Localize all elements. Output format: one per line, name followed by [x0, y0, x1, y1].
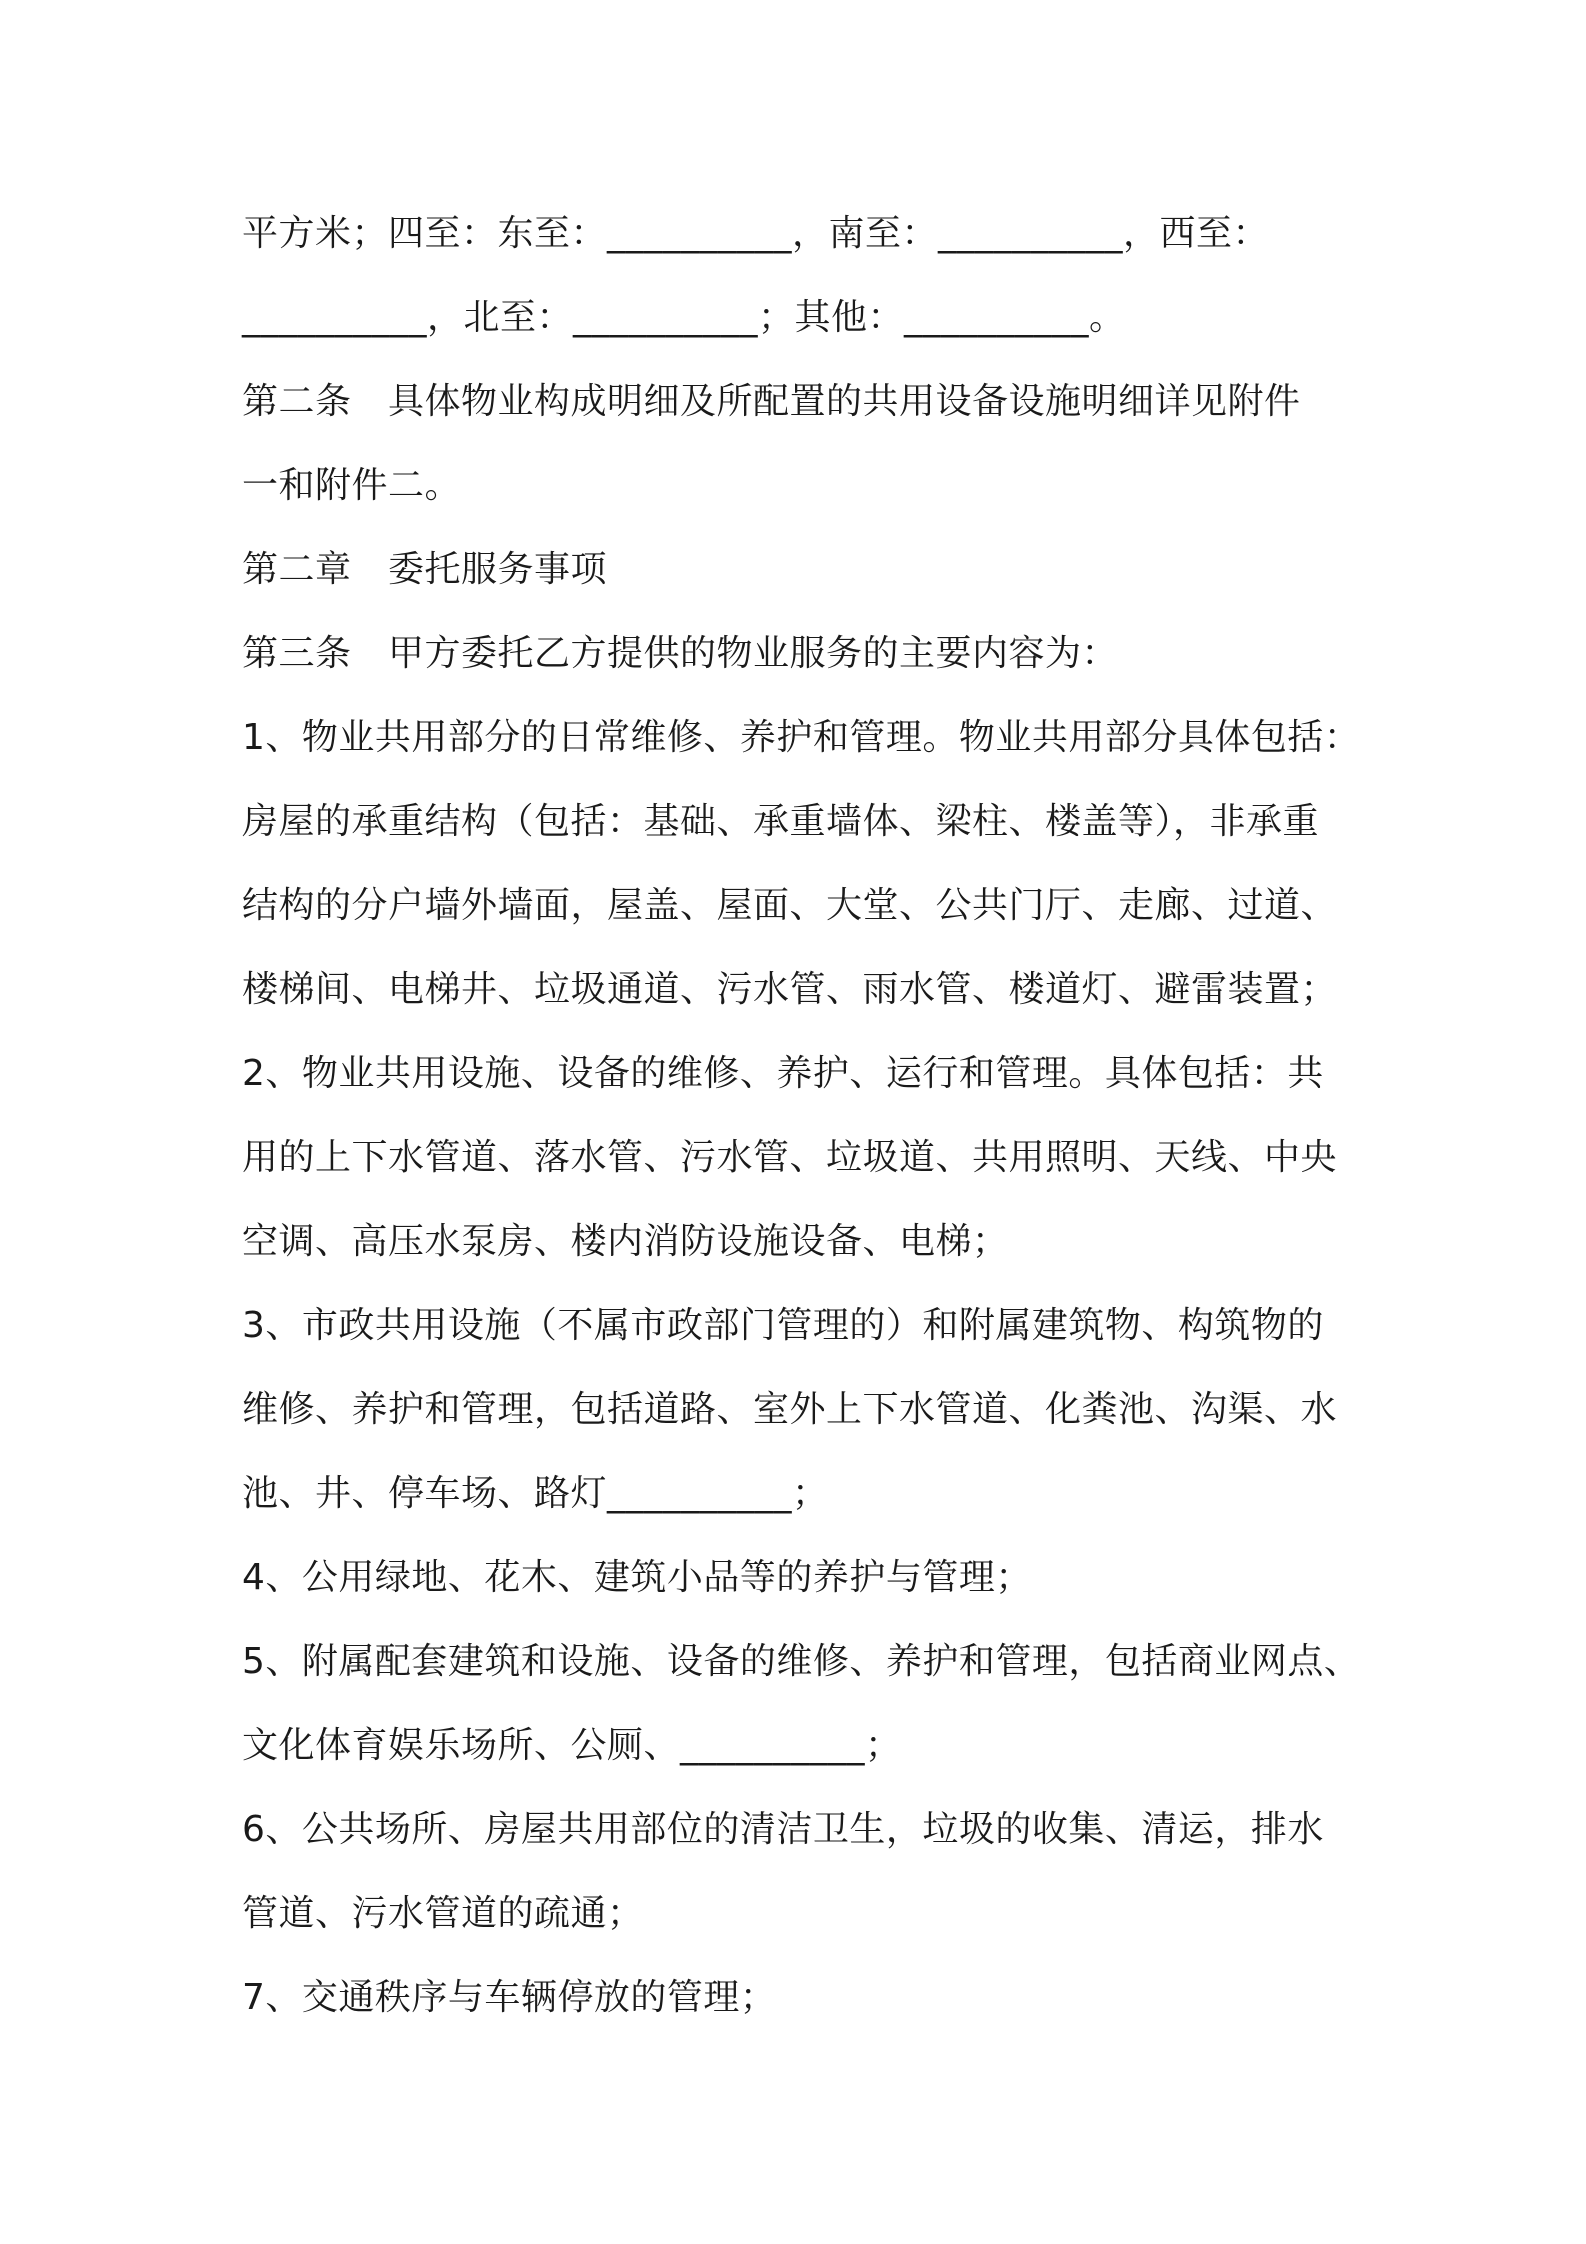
text-line-item-1-cont-a: 房屋的承重结构（包括：基础、承重墙体、梁柱、楼盖等），非承重: [242, 801, 1320, 842]
text-line-item-7: 7、交通秩序与车辆停放的管理；: [242, 1977, 777, 2018]
text-line-item-6: 6、公共场所、房屋共用部位的清洁卫生，垃圾的收集、清运，排水: [242, 1809, 1324, 1850]
text-line-item-1-cont-b: 结构的分户墙外墙面，屋盖、屋面、大堂、公共门厅、走廊、过道、: [242, 885, 1338, 926]
text-line-item-2-cont-b: 空调、高压水泵房、楼内消防设施设备、电梯；: [242, 1221, 1009, 1262]
text-line-article-3: 第三条 甲方委托乙方提供的物业服务的主要内容为：: [242, 633, 1119, 674]
text-line-item-6-cont: 管道、污水管道的疏通；: [242, 1893, 644, 1934]
text-line-boundaries-cont: __________，北至：__________；其他：__________。: [242, 297, 1126, 338]
text-line-item-1-cont-c: 楼梯间、电梯井、垃圾通道、污水管、雨水管、楼道灯、避雷装置；: [242, 969, 1338, 1010]
text-line-item-5: 5、附属配套建筑和设施、设备的维修、养护和管理，包括商业网点、: [242, 1641, 1361, 1682]
text-line-item-2-cont-a: 用的上下水管道、落水管、污水管、垃圾道、共用照明、天线、中央: [242, 1137, 1338, 1178]
text-line-item-2: 2、物业共用设施、设备的维修、养护、运行和管理。具体包括：共: [242, 1053, 1324, 1094]
chapter-2-heading: 第二章 委托服务事项: [242, 549, 608, 590]
text-line-area-boundaries: 平方米；四至：东至：__________，南至：__________，西至：: [242, 213, 1270, 254]
text-line-item-4: 4、公用绿地、花木、建筑小品等的养护与管理；: [242, 1557, 1032, 1598]
text-line-item-3-cont-b: 池、井、停车场、路灯__________；: [242, 1473, 829, 1514]
text-line-item-3: 3、市政共用设施（不属市政部门管理的）和附属建筑物、构筑物的: [242, 1305, 1324, 1346]
text-line-item-3-cont-a: 维修、养护和管理，包括道路、室外上下水管道、化粪池、沟渠、水: [242, 1389, 1338, 1430]
text-line-article-2-cont: 一和附件二。: [242, 465, 462, 506]
text-line-item-5-cont: 文化体育娱乐场所、公厕、__________；: [242, 1725, 902, 1766]
text-line-article-2: 第二条 具体物业构成明细及所配置的共用设备设施明细详见附件: [242, 381, 1301, 422]
document-page: [242, 192, 1372, 2040]
text-line-item-1: 1、物业共用部分的日常维修、养护和管理。物业共用部分具体包括：: [242, 717, 1361, 758]
